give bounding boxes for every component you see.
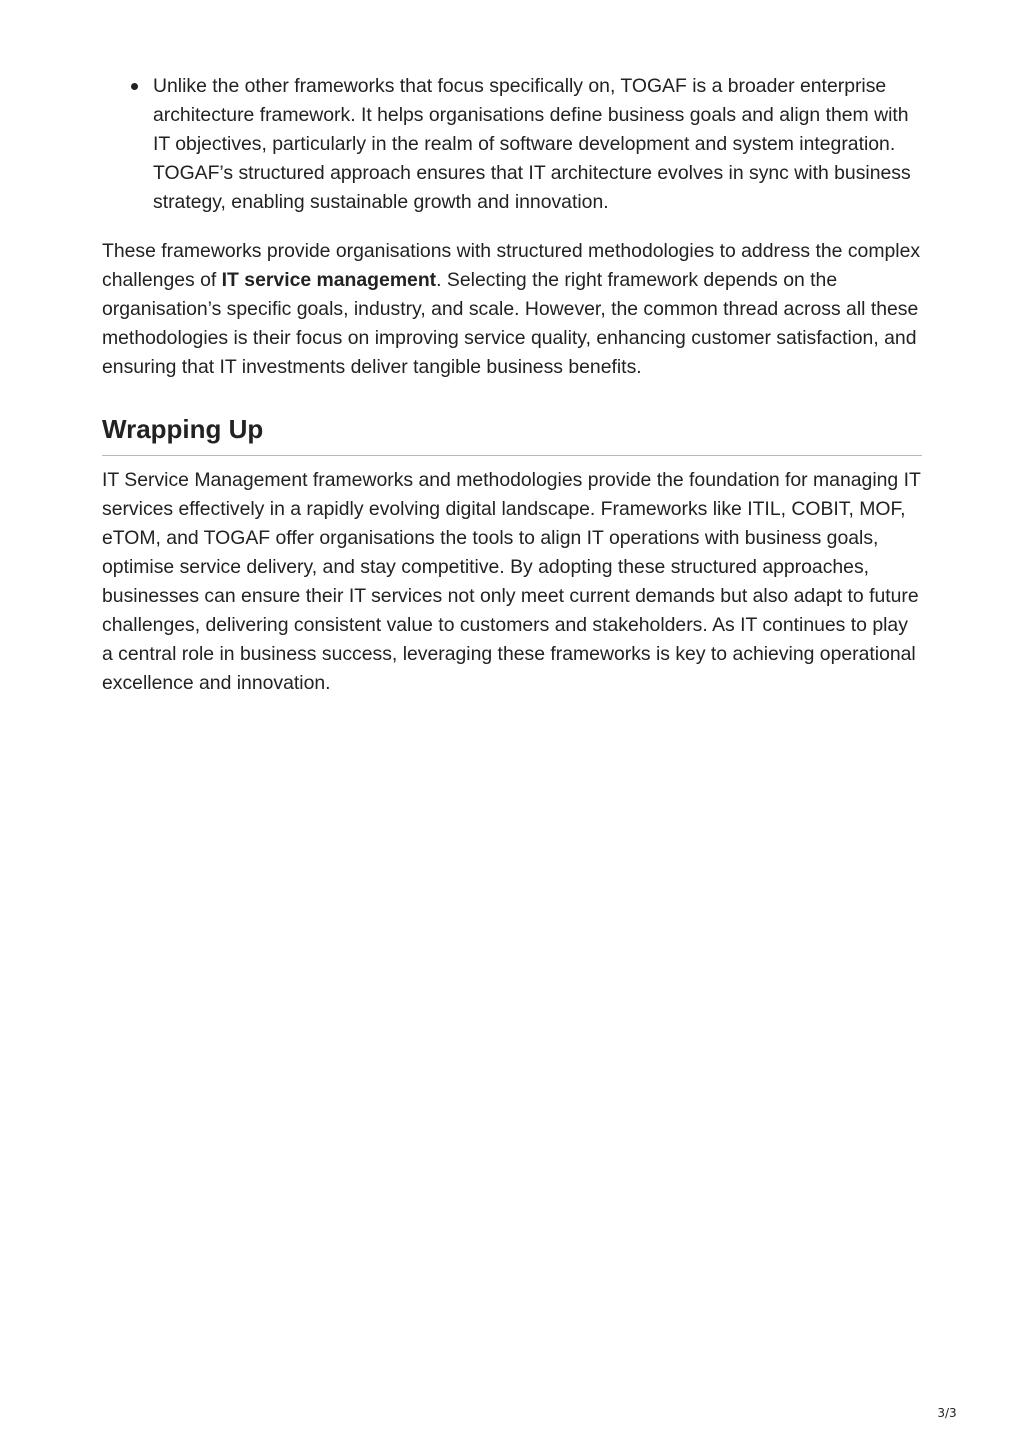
wrapping-up-paragraph: IT Service Management frameworks and methodologies provide the foundation for managing IT services effectively in a rapidly evolving digital landscape. Frameworks like ITIL, COBIT, MOF, eTOM, and TOGAF offer organisations the tools to align IT operations with business goals, optimise service delivery, and stay competitive. By adopting these structured approaches, businesses can ensure their IT services not only meet current demands but also adapt to future challenges, delivering consistent value to customers and stakeholders. As IT continues to play a central role in business success, leveraging these frameworks is key to achieving operational excellence and innovation.: [102, 469, 921, 694]
article-content: [102, 72, 922, 698]
togaf-bullet-text: Unlike the other frameworks that focus specifically on, TOGAF is a broader enterprise architecture framework. It helps organisations define business goals and align them with IT objectives, particularly in the realm of software development and system integration. TOGAF’s structured approach ensures that IT architecture evolves in sync with business strategy, enabling sustainable growth and innovation.: [153, 75, 911, 213]
frameworks-summary-paragraph: [102, 237, 922, 382]
summary-text-before: These frameworks provide organisations with structured methodologies to address the complex challenges of: [102, 240, 921, 291]
wrapping-up-heading: Wrapping Up: [102, 413, 922, 456]
summary-text-after: . Selecting the right framework depends on the organisation’s specific goals, industry, and scale. However, the common thread across all these methodologies is their focus on improving service quality, enhancing customer satisfaction, and ensuring that IT investments deliver tangible business benefits.: [102, 269, 919, 378]
it-service-management-emphasis: IT service management: [221, 269, 437, 291]
bullet-icon: [131, 83, 138, 90]
page-number: 3/3: [937, 1406, 957, 1420]
framework-bullet-list: [102, 72, 922, 217]
togaf-bullet-item: [153, 72, 922, 217]
